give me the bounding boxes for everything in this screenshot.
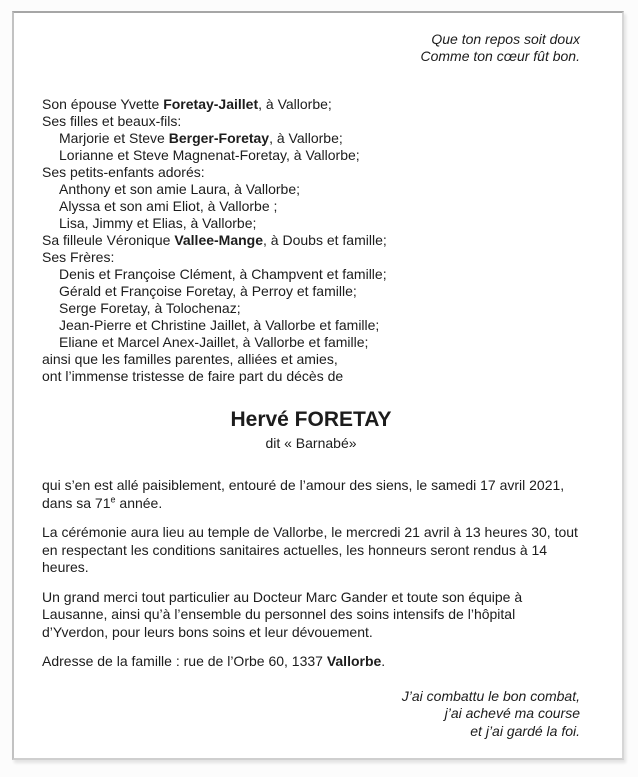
text: qui s’en est allé paisiblement, entouré de l’amour des siens, le samedi 17 avril 2021, dans sa 71 bbox=[42, 477, 565, 511]
epigraph-line: Que ton repos soit doux bbox=[431, 31, 580, 47]
family-line bbox=[42, 113, 580, 130]
text: année. bbox=[115, 494, 163, 511]
family-line bbox=[42, 300, 580, 317]
closing-epigraph bbox=[42, 688, 580, 741]
closing-epigraph-line: et j’ai gardé la foi. bbox=[470, 722, 580, 739]
family-line bbox=[42, 351, 580, 368]
text: La cérémonie aura lieu au temple de Vallorbe, le mercredi 21 avril à 13 heures 30, tout en respectant les conditions sanitaires actuelles, les honneurs seront rendus à 14 heures. bbox=[42, 524, 578, 575]
family-line bbox=[42, 147, 580, 164]
text: Denis et Françoise Clément, à Champvent et famille; bbox=[59, 266, 387, 282]
deceased-alias: dit « Barnabé» bbox=[265, 435, 357, 451]
text: Alyssa et son ami Eliot, à Vallorbe ; bbox=[59, 198, 278, 214]
obituary-page bbox=[12, 11, 624, 760]
family-line bbox=[42, 368, 580, 385]
text: Anthony et son amie Laura, à Vallorbe; bbox=[59, 181, 301, 197]
family-list bbox=[42, 96, 580, 385]
paragraph-death-announcement bbox=[42, 477, 580, 512]
text: ont l’immense tristesse de faire part du décès de bbox=[42, 368, 344, 384]
family-line bbox=[42, 198, 580, 215]
epigraph-line: Comme ton cœur fût bon. bbox=[420, 48, 580, 64]
text: Gérald et Françoise Foretay, à Perroy et famille; bbox=[59, 283, 357, 299]
text: Lorianne et Steve Magnenat-Foretay, à Vallorbe; bbox=[59, 147, 360, 163]
text: Ses petits-enfants adorés: bbox=[42, 164, 205, 180]
text: , à Vallorbe; bbox=[269, 130, 343, 146]
family-line bbox=[42, 266, 580, 283]
family-line bbox=[42, 317, 580, 334]
text: Lisa, Jimmy et Elias, à Vallorbe; bbox=[59, 215, 257, 231]
bold-text: Vallee-Mange bbox=[174, 232, 264, 248]
family-line bbox=[42, 232, 580, 249]
closing-epigraph-line: J’ai combattu le bon combat, bbox=[401, 687, 580, 704]
text: , à Vallorbe; bbox=[258, 96, 332, 112]
text: Un grand merci tout particulier au Docteur Marc Gander et toute son équipe à Lausanne, ainsi qu’à l’ensemble du personnel des soins intensifs de l’hôpital d’Yverdon, pour leurs bons soins et leur dévouement. bbox=[42, 588, 523, 640]
text: ainsi que les familles parentes, alliées et amies, bbox=[42, 351, 338, 367]
family-line bbox=[42, 96, 580, 113]
family-line bbox=[42, 215, 580, 232]
family-line bbox=[42, 249, 580, 266]
paragraph-ceremony bbox=[42, 524, 580, 577]
text: Serge Foretay, à Tolochenaz; bbox=[59, 300, 241, 316]
body-paragraphs bbox=[42, 477, 580, 671]
family-line bbox=[42, 130, 580, 147]
deceased-name: Hervé FORETAY bbox=[230, 408, 392, 431]
bold-text: Vallorbe bbox=[326, 653, 382, 669]
text: Eliane et Marcel Anex-Jaillet, à Vallorbe et famille; bbox=[59, 334, 369, 350]
text: Jean-Pierre et Christine Jaillet, à Vallorbe et famille; bbox=[59, 317, 380, 333]
opening-epigraph bbox=[42, 31, 580, 65]
text: Son épouse Yvette bbox=[42, 96, 164, 112]
text: Sa filleule Véronique bbox=[42, 232, 175, 248]
family-line bbox=[42, 164, 580, 181]
text: Ses Frères: bbox=[42, 249, 115, 265]
text: Ses filles et beaux-fils: bbox=[42, 113, 182, 129]
family-line bbox=[42, 181, 580, 198]
family-line bbox=[42, 283, 580, 300]
text: e bbox=[110, 493, 116, 504]
text: , à Doubs et famille; bbox=[263, 232, 387, 248]
paragraph-family-address bbox=[42, 653, 580, 671]
family-line bbox=[42, 334, 580, 351]
closing-epigraph-line: j’ai achevé ma course bbox=[444, 705, 580, 721]
text: . bbox=[381, 653, 386, 669]
text: Adresse de la famille : rue de l’Orbe 60, 1337 bbox=[42, 653, 327, 669]
text: Marjorie et Steve bbox=[59, 130, 169, 146]
bold-text: Berger-Foretay bbox=[168, 130, 270, 146]
bold-text: Foretay-Jaillet bbox=[163, 96, 259, 112]
paragraph-thanks bbox=[42, 589, 580, 642]
